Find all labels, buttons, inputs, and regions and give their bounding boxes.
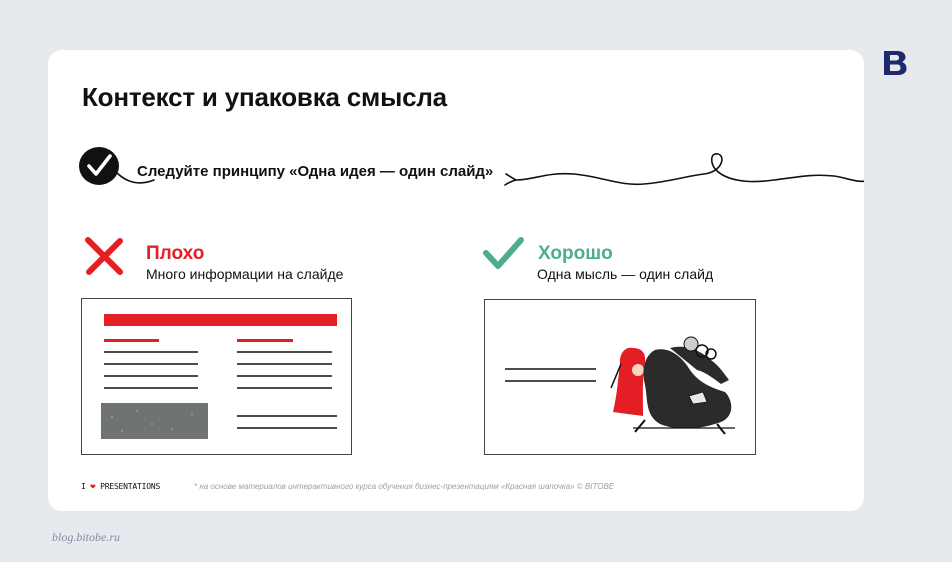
slide-title: Контекст и упаковка смысла xyxy=(82,82,447,112)
heart-icon: ❤ xyxy=(90,482,96,492)
bad-heading: Плохо xyxy=(146,243,205,264)
principle-text: Следуйте принципу «Одна идея — один слайд» xyxy=(137,163,494,180)
bad-slide-thumbnail xyxy=(81,298,352,455)
checkmark-icon xyxy=(482,236,524,272)
good-heading: Хорошо xyxy=(538,243,613,264)
check-circle-icon xyxy=(78,145,124,187)
good-caption: Одна мысль — один слайд xyxy=(537,266,714,282)
cross-icon xyxy=(84,237,124,275)
blog-url[interactable]: blog.bitobe.ru xyxy=(52,530,120,544)
slide-card xyxy=(48,50,864,511)
love-presentations-logo: I ❤ PRESENTATIONS xyxy=(81,482,161,492)
red-riding-hood-illustration xyxy=(611,337,735,434)
bad-caption: Много информации на слайде xyxy=(146,266,344,282)
good-slide-thumbnail xyxy=(484,299,756,455)
brand-logo-icon[interactable] xyxy=(883,50,907,76)
footnote: * на основе материалов интерактивного курса обучения бизнес-презентациям «Красная шапочка» © BITOBE xyxy=(194,482,615,491)
